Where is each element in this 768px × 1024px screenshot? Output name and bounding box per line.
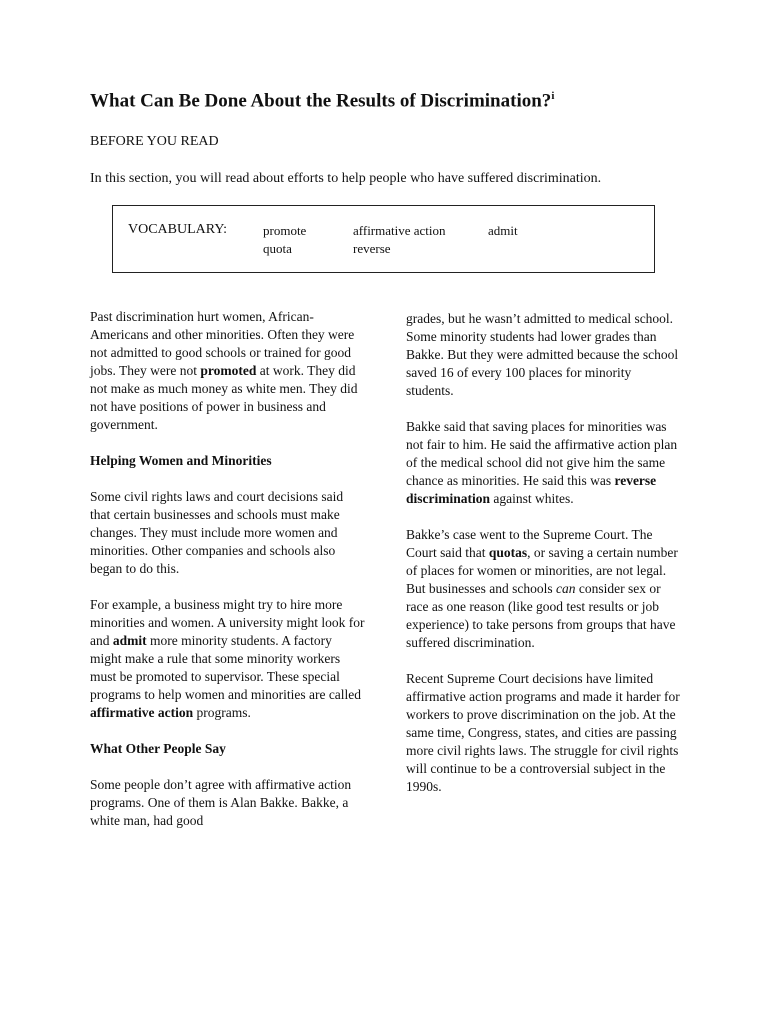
vocabulary-box [112,205,655,273]
vocab-word: affirmative action [353,223,446,238]
paragraph: Bakke said that saving places for minorities was not fair to him. He said the affirmative action plan of the medical school did not give him the same chance as minorities. He said this was reverse discrimination against whites. [406,419,678,506]
vocab-word: quota [263,241,292,256]
paragraph: Recent Supreme Court decisions have limited affirmative action programs and made it harder for workers to prove discrimination on the job. At the same time, Congress, states, and cities are passing more civil rights laws. The struggle for civil rights will continue to be a controversial subject in the 1990s. [406,671,680,794]
section-subhead: BEFORE YOU READ [90,134,219,149]
paragraph: grades, but he wasn’t admitted to medical school. Some minority students had lower grades than Bakke. But they were admitted because the school saved 16 of every 100 places for minority students. [406,311,679,398]
paragraph: Bakke’s case went to the Supreme Court. The Court said that quotas, or saving a certain number of places for women or minorities, are not legal. But businesses and schools can consider sex or race as one reason (like good test results or job experience) to take persons from groups that have suffered discrimination. [406,527,678,650]
paragraph: For example, a business might try to hire more minorities and women. A university might look for and admit more minority students. A factory might make a rule that some minority workers must be promoted to supervisor. These special programs to help women and minorities are called affirmative action programs. [90,597,365,720]
paragraph: Some people don’t agree with affirmative action programs. One of them is Alan Bakke. Bakke, a white man, had good [90,777,352,828]
vocab-word: admit [488,223,518,238]
vocab-word: promote [263,223,307,238]
endnote-marker: i [551,90,555,102]
left-column [90,308,365,848]
section-heading: Helping Women and Minorities [90,453,272,468]
vocab-word: reverse [353,241,391,256]
intro-text: In this section, you will read about efforts to help people who have suffered discrimination. [90,171,602,186]
section-heading: What Other People Say [90,741,226,756]
vocabulary-label: VOCABULARY: [128,222,228,237]
right-column [406,310,681,814]
paragraph: Some civil rights laws and court decisions said that certain businesses and schools must make changes. They must include more women and minorities. Other companies and schools also began to do this. [90,489,344,576]
page-title: What Can Be Done About the Results of Discrimination?$^i$ [90,90,555,112]
paragraph: Past discrimination hurt women, African-Americans and other minorities. Often they were not admitted to good schools or trained for good jobs. They were not promoted at work. They did not make as much money as white men. They did not have positions of power in business and government. [90,309,358,432]
